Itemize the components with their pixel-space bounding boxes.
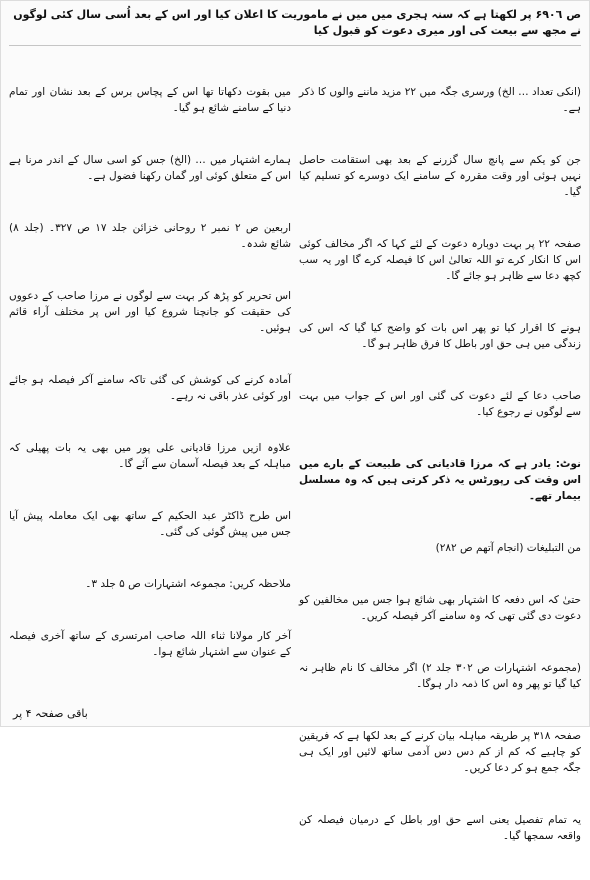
right-paragraph: صاحب دعا کے لئے دعوت کی گئی اور اس کے جواب میں بہت سے لوگوں نے رجوع کیا۔ xyxy=(295,390,581,418)
right-paragraph: یہ تمام تفصیل یعنی اسے حق اور باطل کے درمیان فیصلہ کن واقعہ سمجھا گیا۔ xyxy=(295,814,581,842)
right-paragraph: صفحہ ۲۲ پر بہت دوبارہ دعوت کے لئے کہا کہ اگر مخالف کوئی اس کا انکار کرے تو اللہ تعالیٰ اس کا فیصلہ کرے گا اور یہ سب کچھ دعا سے ظاہر ہو جائے گا۔ xyxy=(295,238,581,282)
left-paragraph: میں بقوت دکھاتا تھا اس کے پچاس برس کے بعد نشان اور تمام دنیا کے سامنے شائع ہو گیا۔ xyxy=(5,86,291,114)
continued-note: باقی صفحہ ۴ پر xyxy=(13,707,88,720)
left-column xyxy=(5,52,291,752)
left-paragraph: اربعین ص ۲ نمبر ۲ روحانی خزائن جلد ۱۷ ص ۳۲۷۔ (جلد ۸) شائع شدہ۔ xyxy=(5,222,291,250)
left-paragraph: ہمارے اشتہار میں … (الخ) جس کو اسی سال کے اندر مرنا ہے اس کے متعلق کوئی اور گمان رکھنا فضول ہے۔ xyxy=(5,154,291,182)
left-paragraph: ملاحظہ کریں: مجموعہ اشتہارات ص ۵ جلد ۳۔ xyxy=(85,578,291,590)
right-paragraph: صفحہ ۳۱۸ پر طریقہ مباہلہ بیان کرنے کے بعد لکھا ہے کہ فریقین کو چاہیے کہ کم از کم دس دس آدمی ساتھ لائیں اور ایک ہی جگہ جمع ہو کر دعا کریں۔ xyxy=(295,730,581,774)
left-paragraph: آمادہ کرنے کی کوشش کی گئی تاکہ سامنے آکر فیصلہ ہو جائے اور کوئی عذر باقی نہ رہے۔ xyxy=(5,374,291,402)
left-paragraph: علاوہ ازیں مرزا قادیانی علی پور میں بھی یہ بات پھیلی کہ مباہلہ کے بعد فیصلہ آسمان سے آئے گا۔ xyxy=(5,442,291,470)
header-divider xyxy=(9,45,581,46)
right-paragraph: جن کو یکم سے پانچ سال گزرنے کے بعد بھی استقامت حاصل نہیں ہوئی اور وقت مقررہ کے سامنے ایک دوسرے کو تسلیم کیا گیا۔ xyxy=(295,154,581,198)
right-paragraph: من التبلیغات (انجام آتھم ص ۲۸۲) xyxy=(435,542,581,554)
left-paragraph: آخر کار مولانا ثناء اللہ صاحب امرتسری کے ساتھ آخری فیصلہ کے عنوان سے اشتہار شائع ہوا۔ xyxy=(5,630,291,658)
right-paragraph: (مجموعہ اشتہارات ص ۳۰۲ جلد ۲) اگر مخالف کا نام ظاہر نہ کیا گیا تو پھر وہ اس کا ذمہ دار ہوگا۔ xyxy=(295,662,581,690)
text-columns xyxy=(5,52,581,842)
right-paragraph: نوٹ: یادر ہے کہ مرزا قادیانی کی طبیعت کے بارے میں اس وقت کی رپورٹس یہ ذکر کرتی ہیں کہ وہ مسلسل بیمار تھے۔ xyxy=(295,458,581,502)
right-paragraph: حتیٰ کہ اس دفعہ کا اشتہار بھی شائع ہوا جس میں مخالفین کو دعوت دی گئی تھی کہ وہ سامنے آکر فیصلہ کریں۔ xyxy=(295,594,581,622)
document-header: ص ۶۹۰٦ پر لکھتا ہے کہ سنہ ہجری میں میں نے ماموریت کا اعلان کیا اور اس کے بعد اُسی سال کئی لوگوں نے مجھ سے بیعت کی اور میری دعوت کو قبول کیا xyxy=(13,8,581,37)
right-paragraph: ہونے کا اقرار کیا تو پھر اس بات کو واضح کیا گیا کہ اس کی زندگی میں ہی حق اور باطل کا فرق ظاہر ہو گا۔ xyxy=(295,322,581,350)
right-paragraph: (انکی تعداد … الخ) ورسری جگہ میں ۲۲ مزید ماننے والوں کا ذکر ہے۔ xyxy=(295,86,581,114)
left-paragraph: اس تحریر کو پڑھ کر بہت سے لوگوں نے مرزا صاحب کے دعووں کی حقیقت کو جانچنا شروع کیا اور اس پر مختلف آراء قائم ہوئیں۔ xyxy=(5,290,291,334)
left-paragraph: اس طرح ڈاکٹر عبد الحکیم کے ساتھ بھی ایک معاملہ پیش آیا جس میں پیش گوئی کی گئی۔ xyxy=(5,510,291,538)
right-column xyxy=(295,52,581,842)
